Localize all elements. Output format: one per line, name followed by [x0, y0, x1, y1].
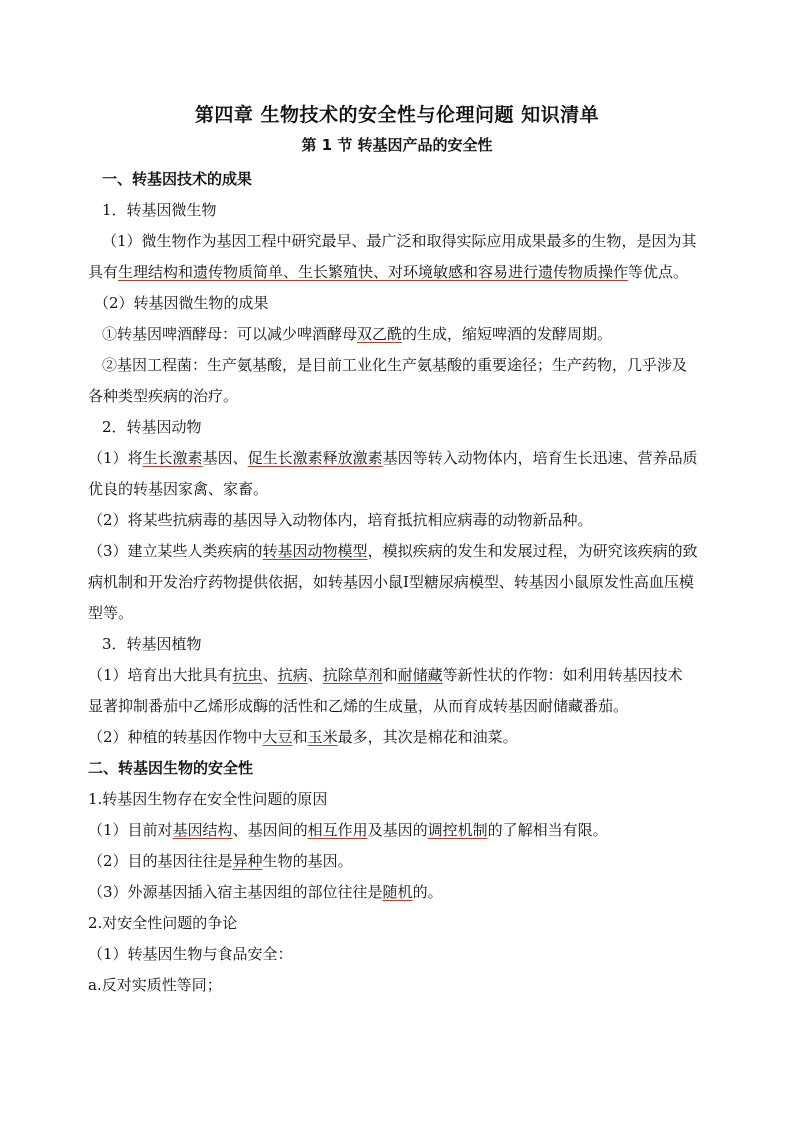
paragraph-line [88, 815, 706, 846]
paragraph-line: a.反对实质性等同； [88, 976, 222, 994]
paragraph-line [88, 660, 706, 691]
section-heading-safety: 二、转基因生物的安全性 [88, 759, 254, 777]
paragraph-line: （2）转基因微生物的成果 [94, 294, 269, 312]
paragraph-line: 病机制和开发治疗药物提供依据，如转基因小鼠Ⅰ型糖尿病模型、转基因小鼠原发性高血压模 [88, 573, 694, 591]
text-span: 最多，其次是棉花和油菜。 [337, 728, 518, 746]
text-span: 、 [262, 666, 278, 684]
paragraph-line [88, 257, 706, 288]
text-span: 的生成，缩短啤酒的发酵周期。 [402, 325, 613, 343]
subheading-reasons: 1.转基因生物存在安全性问题的原因 [88, 790, 328, 808]
subheading-microbes: 1．转基因微生物 [102, 201, 217, 219]
text-span: 等新性状的作物：如利用转基因技术 [442, 666, 683, 684]
text-span: 基因、 [202, 449, 248, 467]
underlined-keyword: 基因结构 [172, 821, 233, 839]
paragraph-line: ②基因工程菌：生产氨基酸，是目前工业化生产氨基酸的重要途径；生产药物，几乎涉及 [102, 356, 688, 374]
underlined-keyword: 玉米 [307, 728, 338, 746]
underlined-keyword: 调控机制 [427, 821, 488, 839]
text-span: 具有 [88, 263, 119, 281]
paragraph-line [88, 846, 706, 877]
text-span: （3）建立某些人类疾病的 [88, 542, 263, 560]
paragraph-line: 显著抑制番茄中乙烯形成酶的活性和乙烯的生成量，从而育成转基因耐储藏番茄。 [88, 697, 629, 715]
text-span: 生物的基因。 [262, 852, 353, 870]
underlined-keyword: 异种 [232, 852, 263, 870]
text-span: （1）目前对 [88, 821, 173, 839]
underlined-keyword: 相互作用 [307, 821, 368, 839]
underlined-keyword: 促生长激素释放激素 [247, 449, 383, 467]
underlined-keyword: 耐储藏 [397, 666, 443, 684]
text-span: （1）培育出大批具有 [88, 666, 233, 684]
underlined-keyword: 双乙酰 [357, 325, 403, 343]
text-span: （2）种植的转基因作物中 [88, 728, 263, 746]
underlined-keyword: 大豆 [262, 728, 293, 746]
text-span: 和 [292, 728, 308, 746]
text-span: （3）外源基因插入宿主基因组的部位往往是 [88, 883, 383, 901]
paragraph-line [88, 877, 706, 908]
subheading-debate: 2.对安全性问题的争论 [88, 914, 238, 932]
underlined-keyword: 抗虫 [232, 666, 263, 684]
underlined-keyword: 随机 [382, 883, 413, 901]
paragraph-line: （1）转基因生物与食品安全： [88, 945, 293, 963]
paragraph-line: （1）微生物作为基因工程中研究最早、最广泛和取得实际应用成果最多的生物，是因为其 [102, 232, 697, 250]
underlined-keyword: 生理结构和遗传物质简单、生长繁殖快、对环境敏感和容易进行遗传物质操作 [118, 263, 629, 281]
underlined-keyword: 生长激素 [142, 449, 203, 467]
text-span: ，模拟疾病的发生和发展过程，为研究该疾病的致 [367, 542, 698, 560]
paragraph-line [88, 319, 706, 350]
text-span: 的。 [412, 883, 443, 901]
subheading-animals: 2．转基因动物 [102, 418, 202, 436]
section-heading-achievements: 一、转基因技术的成果 [102, 170, 253, 188]
underlined-keyword: 转基因动物模型 [262, 542, 368, 560]
subheading-plants: 3．转基因植物 [102, 635, 202, 653]
text-span: 、基因间的 [232, 821, 308, 839]
paragraph-line: 各种类型疾病的治疗。 [88, 387, 239, 405]
text-span: 和 [382, 666, 398, 684]
paragraph-line [88, 536, 706, 567]
underlined-keyword: 抗病 [277, 666, 308, 684]
paragraph-line: 型等。 [88, 604, 134, 622]
text-span: 及基因的 [367, 821, 428, 839]
text-span: 等优点。 [628, 263, 689, 281]
chapter-title: 第四章 生物技术的安全性与伦理问题 知识清单 [194, 104, 600, 126]
paragraph-line: 优良的转基因家禽、家畜。 [88, 480, 269, 498]
section-subtitle: 第 1 节 转基因产品的安全性 [301, 136, 493, 154]
paragraph-line [88, 722, 706, 753]
paragraph-line: （2）将某些抗病毒的基因导入动物体内，培育抵抗相应病毒的动物新品种。 [88, 511, 593, 529]
underlined-keyword: 抗除草剂 [322, 666, 383, 684]
paragraph-line [88, 443, 706, 474]
text-span: 、 [307, 666, 323, 684]
text-span: （2）目的基因往往是 [88, 852, 233, 870]
text-span: 基因等转入动物体内，培育生长迅速、营养品质 [382, 449, 698, 467]
text-span: （1）将 [88, 449, 143, 467]
text-span: ①转基因啤酒酵母：可以减少啤酒酵母 [102, 325, 358, 343]
text-span: 的了解相当有限。 [487, 821, 608, 839]
